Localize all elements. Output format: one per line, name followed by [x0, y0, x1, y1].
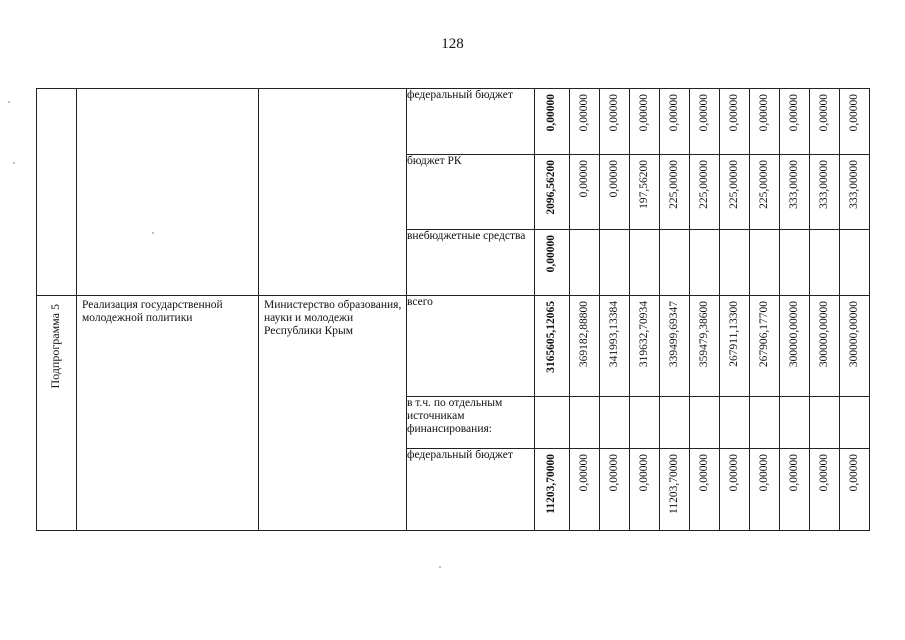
value-cell: 333,00000 [780, 155, 810, 230]
value-cell [600, 230, 630, 296]
scan-speck [13, 162, 15, 164]
value-cell [570, 397, 600, 449]
prev-executor-cell [259, 89, 407, 296]
value-cell: 267911,13300 [720, 296, 750, 397]
value-cell [780, 230, 810, 296]
value-cell: 225,00000 [660, 155, 690, 230]
value-cell: 0,00000 [720, 449, 750, 531]
value-cell: 0,00000 [810, 89, 840, 155]
value-cell: 0,00000 [690, 449, 720, 531]
value-cell: 0,00000 [570, 449, 600, 531]
value-cell [630, 397, 660, 449]
value-cell [750, 397, 780, 449]
total-cell: 0,00000 [535, 89, 570, 155]
total-cell: 11203,70000 [535, 449, 570, 531]
table-row [37, 89, 870, 155]
value-cell [750, 230, 780, 296]
value-cell: 0,00000 [600, 155, 630, 230]
subprogram-name: Реализация государственной молодежной политики [82, 299, 223, 324]
total-cell: 3165605,12065 [535, 296, 570, 397]
subprogram-label-cell [37, 296, 77, 531]
value-cell [600, 397, 630, 449]
value-cell [690, 397, 720, 449]
value-cell [780, 397, 810, 449]
source-label: федеральный бюджет [407, 449, 535, 531]
value-cell [660, 397, 690, 449]
executor-cell [259, 296, 407, 531]
subprogram-name-cell [77, 296, 259, 531]
value-cell: 0,00000 [600, 89, 630, 155]
value-cell: 369182,88800 [570, 296, 600, 397]
scan-speck [152, 232, 154, 234]
value-cell [690, 230, 720, 296]
executor-name: Министерство образования, науки и молодежи Республики Крым [264, 299, 402, 337]
value-cell: 0,00000 [600, 449, 630, 531]
value-cell: 0,00000 [570, 155, 600, 230]
value-cell: 267906,17700 [750, 296, 780, 397]
source-label: в т.ч. по отдельным источникам финансирования: [407, 397, 535, 449]
total-cell: 0,00000 [535, 230, 570, 296]
value-cell: 359479,38600 [690, 296, 720, 397]
value-cell [570, 230, 600, 296]
value-cell [720, 230, 750, 296]
value-cell: 0,00000 [840, 89, 870, 155]
value-cell: 197,56200 [630, 155, 660, 230]
value-cell: 0,00000 [780, 449, 810, 531]
value-cell: 319632,70934 [630, 296, 660, 397]
value-cell: 0,00000 [690, 89, 720, 155]
value-cell [810, 397, 840, 449]
value-cell: 225,00000 [690, 155, 720, 230]
scan-speck [8, 101, 10, 103]
table-row [37, 296, 870, 397]
total-cell [535, 397, 570, 449]
value-cell: 0,00000 [630, 89, 660, 155]
subprogram-label: Подпрограмма 5 [47, 304, 62, 389]
page-number: 128 [441, 36, 464, 52]
source-label: всего [407, 296, 535, 397]
source-label: внебюджетные средства [407, 230, 535, 296]
value-cell: 0,00000 [570, 89, 600, 155]
value-cell: 0,00000 [810, 449, 840, 531]
value-cell: 341993,13384 [600, 296, 630, 397]
value-cell: 333,00000 [840, 155, 870, 230]
value-cell: 333,00000 [810, 155, 840, 230]
source-label: бюджет РК [407, 155, 535, 230]
value-cell: 0,00000 [840, 449, 870, 531]
prev-side-cell [37, 89, 77, 296]
total-cell: 2096,56200 [535, 155, 570, 230]
scan-speck [439, 566, 441, 568]
value-cell [840, 397, 870, 449]
value-cell: 300000,00000 [810, 296, 840, 397]
value-cell [660, 230, 690, 296]
value-cell [840, 230, 870, 296]
value-cell: 0,00000 [720, 89, 750, 155]
prev-name-cell [77, 89, 259, 296]
value-cell: 300000,00000 [780, 296, 810, 397]
value-cell: 225,00000 [720, 155, 750, 230]
value-cell [810, 230, 840, 296]
value-cell: 0,00000 [750, 89, 780, 155]
value-cell: 11203,70000 [660, 449, 690, 531]
value-cell: 0,00000 [780, 89, 810, 155]
value-cell: 0,00000 [750, 449, 780, 531]
value-cell [630, 230, 660, 296]
value-cell: 225,00000 [750, 155, 780, 230]
value-cell: 0,00000 [630, 449, 660, 531]
financing-table [36, 88, 870, 531]
value-cell: 0,00000 [660, 89, 690, 155]
value-cell: 339499,69347 [660, 296, 690, 397]
source-label: федеральный бюджет [407, 89, 535, 155]
value-cell: 300000,00000 [840, 296, 870, 397]
value-cell [720, 397, 750, 449]
